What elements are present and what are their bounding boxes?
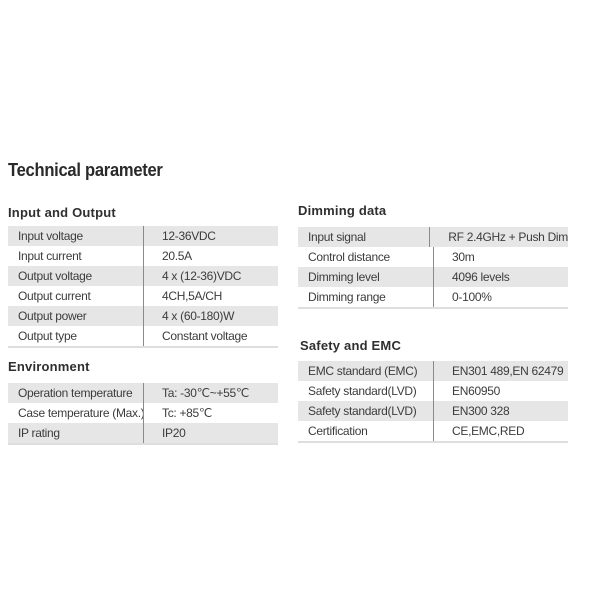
param-value: RF 2.4GHz + Push Dim: [429, 227, 568, 247]
param-label: Output current: [18, 289, 91, 303]
param-value: 30m: [433, 247, 474, 267]
table-row: [298, 247, 568, 267]
table-row: [8, 246, 278, 266]
param-value: 20.5A: [143, 246, 192, 266]
param-value: 4 x (12-36)VDC: [143, 266, 241, 286]
table-row: [298, 361, 568, 381]
section-heading-safety: Safety and EMC: [300, 338, 402, 353]
section-heading-dimming: Dimming data: [298, 203, 387, 218]
table-row: [8, 226, 278, 246]
environment-table: [8, 383, 278, 445]
table-row: [8, 423, 278, 443]
param-label: Input current: [18, 249, 82, 263]
param-label: Safety standard(LVD): [308, 404, 417, 418]
param-label: Operation temperature: [18, 386, 133, 400]
param-value: EN301 489,EN 62479: [433, 361, 563, 381]
table-row: [298, 287, 568, 307]
table-row: [298, 381, 568, 401]
param-label: Output voltage: [18, 269, 92, 283]
input-output-table: [8, 226, 278, 348]
table-row: [298, 227, 568, 247]
param-value: Constant voltage: [143, 326, 247, 346]
page-title: Technical parameter: [8, 160, 163, 180]
section-heading-environment: Environment: [8, 359, 90, 374]
param-value: 4096 levels: [433, 267, 509, 287]
param-label: Safety standard(LVD): [308, 384, 417, 398]
param-label: Dimming level: [308, 270, 380, 284]
param-value: CE,EMC,RED: [433, 421, 524, 441]
table-row: [298, 267, 568, 287]
param-label: Input signal: [308, 230, 366, 244]
param-value: Tc: +85℃: [143, 403, 212, 423]
param-value: EN300 328: [433, 401, 509, 421]
param-value: 0-100%: [433, 287, 492, 307]
table-row: [8, 403, 278, 423]
param-value: EN60950: [433, 381, 500, 401]
param-label: EMC standard (EMC): [308, 364, 418, 378]
table-row: [8, 383, 278, 403]
table-row: [298, 421, 568, 441]
param-label: Certification: [308, 424, 368, 438]
param-label: Dimming range: [308, 290, 386, 304]
table-row: [8, 286, 278, 306]
param-label: Control distance: [308, 250, 390, 264]
param-label: Output power: [18, 309, 87, 323]
table-row: [8, 326, 278, 346]
param-value: 4 x (60-180)W: [143, 306, 234, 326]
param-value: 4CH,5A/CH: [143, 286, 222, 306]
table-row: [298, 401, 568, 421]
param-value: 12-36VDC: [143, 226, 216, 246]
dimming-table: [298, 227, 568, 309]
param-label: Output type: [18, 329, 77, 343]
param-value: Ta: -30℃~+55℃: [143, 383, 249, 403]
param-label: Case temperature (Max.): [18, 406, 145, 420]
param-label: IP rating: [18, 426, 60, 440]
param-value: IP20: [143, 423, 186, 443]
section-heading-input-output: Input and Output: [8, 205, 116, 220]
table-row: [8, 306, 278, 326]
param-label: Input voltage: [18, 229, 83, 243]
safety-table: [298, 361, 568, 443]
table-row: [8, 266, 278, 286]
